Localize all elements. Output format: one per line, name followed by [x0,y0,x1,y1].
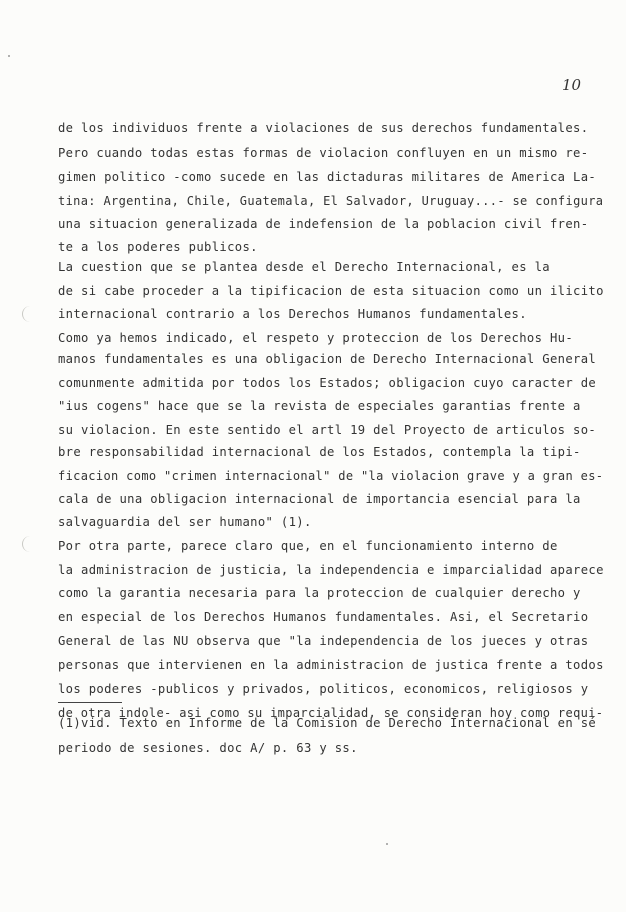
text-line: comunmente admitida por todos los Estados; obligacion cuyo caracter de [58,376,597,390]
text-line: salvaguardia del ser humano" (1). [58,515,312,529]
text-line: ficacion como "crimen internacional" de "la violacion grave y a gran es- [58,469,604,483]
text-line: de otra indole- asi como su imparcialidad, se consideran hoy como requi- [58,706,604,720]
footnote-line: (1)vid. Texto en Informe de la Comision de Derecho Internacional en sé [58,716,597,730]
text-line: La cuestion que se plantea desde el Derecho Internacional, es la [58,260,550,274]
text-line: te a los poderes publicos. [58,240,258,254]
paper-speck [8,55,10,57]
text-line: personas que intervienen en la administracion de justica frente a todos [58,658,604,672]
footnote-line: periodo de sesiones. doc A/ p. 63 y ss. [58,741,358,755]
text-line: Como ya hemos indicado, el respeto y proteccion de los Derechos Hu- [58,331,574,345]
text-line: internacional contrario a los Derechos Humanos fundamentales. [58,307,527,321]
text-line: tina: Argentina, Chile, Guatemala, El Salvador, Uruguay...- se configura [58,194,604,208]
text-line: su violacion. En este sentido el artl 19 del Proyecto de articulos so- [58,423,597,437]
paper-speck [386,843,388,845]
text-line: gimen politico -como sucede en las dictaduras militares de America La- [58,170,597,184]
text-line: manos fundamentales es una obligacion de Derecho Internacional General [58,352,597,366]
text-line: como la garantia necesaria para la proteccion de cualquier derecho y [58,586,581,600]
text-line: "ius cogens" hace que se la revista de especiales garantias frente a [58,399,581,413]
text-line: los poderes -publicos y privados, politicos, economicos, religiosos y [58,682,589,696]
text-line: una situacion generalizada de indefension de la poblacion civil fren- [58,217,589,231]
punch-hole-mark [22,306,32,322]
text-line: de los individuos frente a violaciones de sus derechos fundamentales. [58,121,589,135]
text-line: cala de una obligacion internacional de importancia esencial para la [58,492,581,506]
text-line: la administracion de justicia, la independencia e imparcialidad aparece [58,563,604,577]
text-line: bre responsabilidad internacional de los Estados, contempla la tipi- [58,445,581,459]
text-line: de si cabe proceder a la tipificacion de esta situacion como un ilicito [58,284,604,298]
footnote-divider [58,702,122,703]
text-line: General de las NU observa que "la independencia de los jueces y otras [58,634,589,648]
page-number: 10 [562,76,582,94]
text-line: Por otra parte, parece claro que, en el funcionamiento interno de [58,539,558,553]
punch-hole-mark [22,536,32,552]
text-line: Pero cuando todas estas formas de violacion confluyen en un mismo re- [58,146,589,160]
text-line: en especial de los Derechos Humanos fundamentales. Asi, el Secretario [58,610,589,624]
